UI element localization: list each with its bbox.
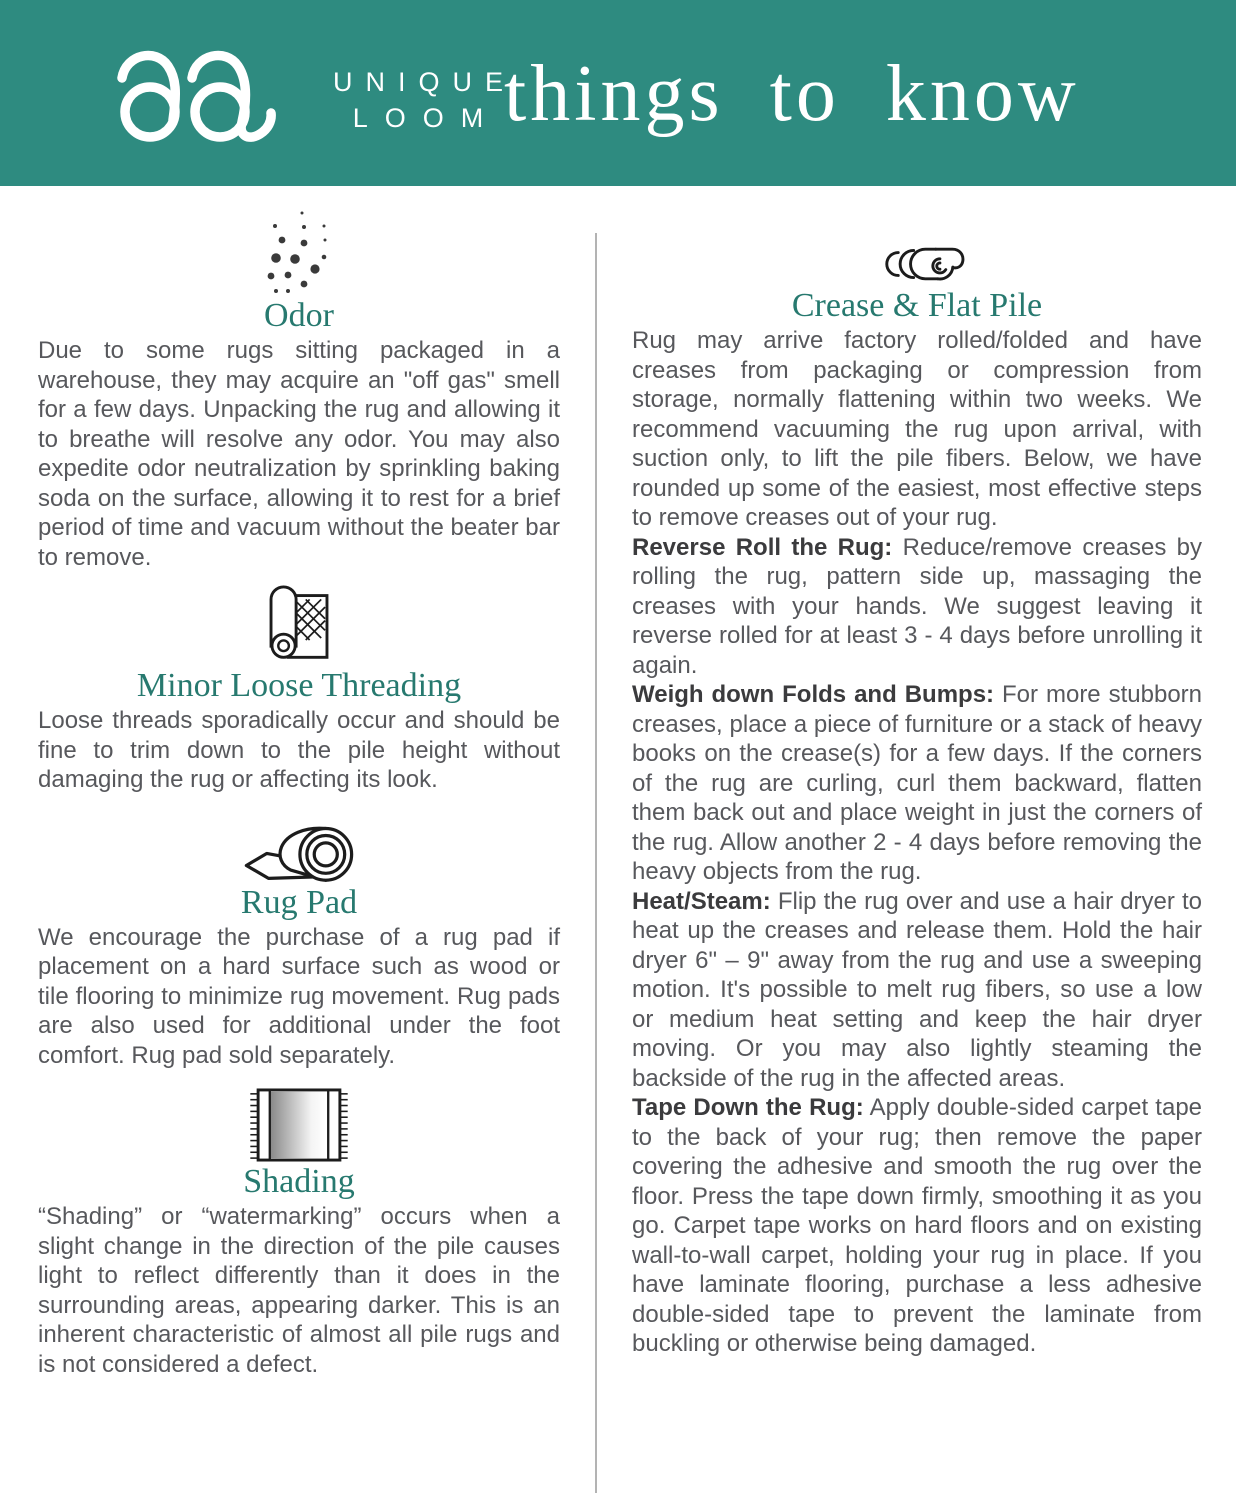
header-banner (0, 0, 1236, 186)
tip-label-heat-steam: Heat/Steam: (632, 887, 771, 915)
right-column (632, 186, 1202, 1359)
tip-text-heat-steam: Flip the rug over and use a hair dryer to heat up the creases and release them. Hold the hair dryer 6" – 9" away from the rug and use a sweeping motion. It's possible to melt rug fibers, so use a low or medium heat setting and keep the hair dryer moving. Or you may also lightly steaming the backside of the rug in the affected areas. (632, 887, 1202, 1092)
brand-name (318, 66, 518, 134)
tip-label-weigh-down: Weigh down Folds and Bumps: (632, 681, 995, 708)
brand-line-loom: LOOM (352, 103, 501, 133)
page-title: things to know (504, 50, 1080, 138)
unique-loom-logo-icon (110, 48, 310, 143)
section-heading-odor: Odor (264, 297, 334, 334)
rolled-rug-spiral-icon (632, 242, 1202, 286)
tip-label-tape-down: Tape Down the Rug: (632, 1094, 864, 1121)
tip-text-tape-down: Apply double-sided carpet tape to the back of your rug; then remove the paper covering the adhesive and smooth the rug over the floor. Press the tape down firmly, smoothing it as you go. Carpet tape works on hard floors and on existing wall-to-wall carpet, holding your rug in place. If you have laminate flooring, purchase a less adhesive double-sided tape to prevent the laminate from buckling or otherwise being damaged. (632, 1094, 1203, 1357)
tip-reverse-roll (632, 533, 1202, 681)
brand-line-unique: UNIQUE (332, 67, 516, 97)
section-body-threading: Loose threads sporadically occur and should be fine to trim down to the pile height without damaging the rug or affecting its look. (38, 707, 560, 793)
section-heading-shading: Shading (243, 1163, 355, 1200)
tip-weigh-down (632, 680, 1202, 887)
section-heading-rug-pad: Rug Pad (240, 883, 358, 921)
section-body-crease-intro: Rug may arrive factory rolled/folded and have creases from packaging or compression from storage, normally flattening within two weeks. We recommend vacuuming the rug upon arrival, with suction only, to lift the pile fibers. Below, we have rounded up some of the easiest, most effective steps to remove creases out of your rug. (632, 327, 1202, 531)
column-divider (595, 233, 597, 1493)
section-heading-threading: Minor Loose Threading (136, 667, 462, 704)
tip-label-reverse-roll: Reverse Roll the Rug: (632, 533, 893, 561)
tip-heat-steam (632, 887, 1202, 1094)
rug-pad-roll-icon (38, 823, 560, 883)
section-body-shading: “Shading” or “watermarking” occurs when a slight change in the direction of the pile causes light to reflect differently than it does in the surrounding areas, appearing darker. This is an inherent characteristic of almost all pile rugs and is not considered a defect. (38, 1203, 560, 1378)
tip-tape-down (632, 1093, 1202, 1359)
tip-text-reverse-roll: Reduce/remove creases by rolling the rug, pattern side up, massaging the creases with your hands. We suggest leaving it reverse rolled for at least 3 - 4 days before unrolling it again. (632, 533, 1203, 679)
left-column (38, 186, 560, 1379)
section-body-odor: Due to some rugs sitting packaged in a warehouse, they may acquire an "off gas" smell for a few days. Unpacking the rug and allowing it to breathe will resolve any odor. You may also expedite odor neutralization by sprinkling baking soda on the surface, allowing it to rest for a brief period of time and vacuum without the beater bar to remove. (38, 337, 560, 571)
section-body-rug-pad: We encourage the purchase of a rug pad if placement on a hard surface such as wood or tile flooring to minimize rug movement. Rug pads are also used for additional under the foot comfort. Rug pad sold separately. (38, 923, 560, 1069)
tip-text-weigh-down: For more stubborn creases, place a piece of furniture or a stack of heavy books on the crease(s) for a few days. If the corners of the rug are curling, curl them backward, flatten them back out and place weight in just the corners of the rug. Allow another 2 - 4 days before removing the heavy objects from the rug. (632, 681, 1203, 885)
rolled-rug-thread-icon (38, 584, 560, 666)
odor-particles-icon (38, 208, 560, 296)
shaded-rug-icon (38, 1088, 560, 1162)
section-heading-crease: Crease & Flat Pile (791, 287, 1043, 324)
